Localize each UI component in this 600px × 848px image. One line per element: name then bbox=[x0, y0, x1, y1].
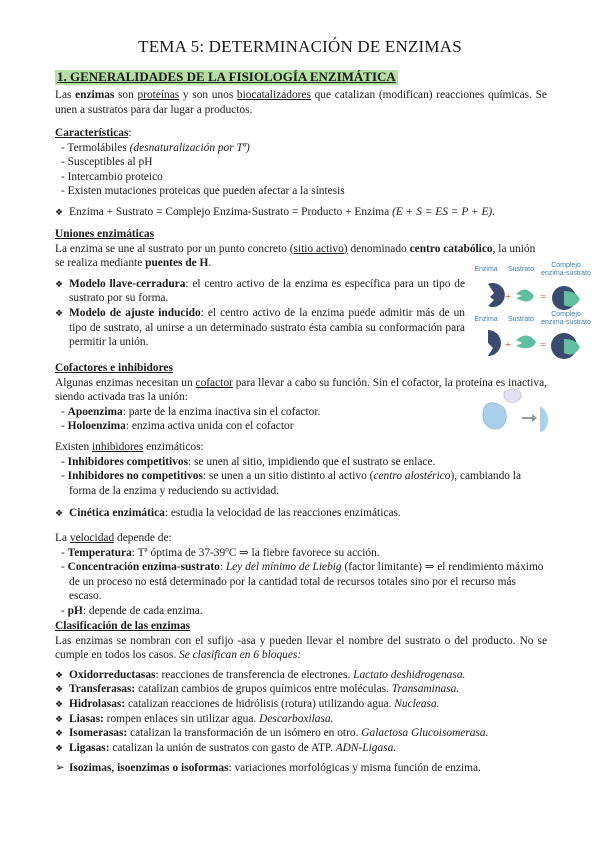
figure-label: Enzima bbox=[474, 266, 498, 273]
list-item: - Inhibidores competitivos: se unen al sitio, impidiendo que el sustrato se enlace. bbox=[61, 455, 436, 468]
diamond-bullet-icon: ❖ bbox=[55, 742, 64, 753]
cofactores bbox=[55, 361, 547, 521]
diamond-bullet-icon: ❖ bbox=[55, 307, 64, 318]
figure-label-complex: Complejo enzima-sustrato bbox=[541, 262, 591, 277]
list-item: - Inhibidores no competitivos: se unen a un sitio distinto al activo (centro alostérico), cambiando la forma de la enzima y reduciendo su actividad. bbox=[61, 470, 522, 497]
caracteristicas: Características: - Termolábiles (desnaturalización por Tª) - Susceptibles al pH - Intercambio proteico - Existen mutaciones proteicas que pueden afectar a la síntesis ❖ Enzima + Sustrato = Complejo Enzima-Sustrato = Producto + Enzima (E + S = ES = P + E). bbox=[55, 126, 547, 220]
enzyme-class-item: ❖ Transferasas: catalizan cambios de grupos químicos entre moléculas. Transaminasa. bbox=[55, 683, 460, 696]
uniones-paragraph: La enzima se une al sustrato por un punto concreto (sitio activo) denominado centro catabólico, la unión se realiza mediante puentes de H. bbox=[55, 242, 536, 270]
diamond-bullet-icon: ❖ bbox=[55, 508, 64, 519]
enzyme-shape bbox=[488, 283, 505, 307]
enzyme-class-item: ❖ Isomerasas: catalizan la transformación de un isómero en otro. Galactosa Glucoisomerasa. bbox=[55, 727, 489, 740]
term-proteinas: proteínas bbox=[137, 89, 180, 101]
text: Las bbox=[55, 89, 76, 101]
enzyme-models-drawing bbox=[472, 266, 582, 366]
section-heading-wrap bbox=[55, 70, 547, 86]
page-title: TEMA 5: DETERMINACIÓN DE ENZIMAS bbox=[138, 37, 462, 56]
velocidad bbox=[55, 531, 547, 619]
list-item: - Holoenzima: enzima activa unida con el cofactor bbox=[61, 420, 294, 433]
list-item: - Existen mutaciones proteicas que pueden afectar a la síntesis bbox=[61, 185, 345, 198]
list-item: - Intercambio proteico bbox=[61, 170, 163, 183]
enzyme-class-item: ❖ Hidrolasas: catalizan reacciones de hidrólisis (rotura) utilizando agua. Nucleasa. bbox=[55, 697, 440, 710]
section-heading: 1. GENERALIDADES DE LA FISIOLOGÍA ENZIMÁTICA bbox=[57, 69, 396, 84]
subheading: Cofactores e inhibidores bbox=[55, 362, 173, 374]
cofactores-paragraph: Algunas enzimas necesitan un cofactor para llevar a cabo su función. Sin el cofactor, la proteína es inactiva, siendo activada tras la unión: bbox=[55, 376, 547, 404]
equation-item: ❖ Enzima + Sustrato = Complejo Enzima-Sustrato = Producto + Enzima (E + S = ES = P + E). bbox=[55, 205, 496, 218]
term-biocatalizadores: biocatalizadores bbox=[236, 89, 311, 101]
term-enzimas: enzimas bbox=[75, 89, 115, 101]
enzyme-class-item: ❖ Ligasas: catalizan la unión de sustratos con gasto de ATP. ADN-Ligasa. bbox=[55, 741, 397, 754]
isozimas-item: ➢ Isozimas, isoenzimas o isoformas: variaciones morfológicas y misma función de enzima. bbox=[55, 762, 481, 775]
svg-text:=: = bbox=[540, 339, 547, 351]
text: son bbox=[114, 89, 138, 101]
diamond-bullet-icon: ❖ bbox=[55, 278, 64, 289]
subheading: Características bbox=[55, 127, 129, 139]
diamond-bullet-icon: ❖ bbox=[55, 728, 64, 739]
diamond-bullet-icon: ❖ bbox=[55, 206, 64, 217]
diamond-bullet-icon: ❖ bbox=[55, 669, 64, 680]
intro-paragraph bbox=[55, 88, 547, 117]
velocidad-intro: La velocidad depende de: bbox=[55, 532, 172, 544]
clasificacion-paragraph: Las enzimas se nombran con el sufijo -asa y pueden llevar el nombre del sustrato o del producto. No se cumple en todos los casos. Se clasifican en 6 bloques: bbox=[55, 634, 547, 662]
figure-label: Enzima bbox=[474, 316, 498, 323]
list-item: - Apoenzima: parte de la enzima inactiva sin el cofactor. bbox=[61, 405, 321, 418]
enzyme-models-figure bbox=[470, 262, 595, 370]
svg-text:+: + bbox=[505, 291, 512, 303]
svg-text:=: = bbox=[540, 291, 547, 303]
diamond-bullet-icon: ❖ bbox=[55, 684, 64, 695]
cofactor-figure bbox=[478, 384, 548, 434]
arrow-bullet-icon: ➢ bbox=[55, 762, 65, 775]
list-item: - pH: depende de cada enzima. bbox=[61, 604, 203, 617]
text: que catalizan (modifican) reacciones químicas. Se unen a sustratos para dar lugar a productos. bbox=[55, 89, 547, 116]
inhibidores-intro: Existen inhibidores enzimáticos: bbox=[55, 440, 204, 453]
subheading: Clasificación de las enzimas bbox=[55, 620, 191, 632]
text: y son unos bbox=[179, 89, 237, 101]
list-item: - Susceptibles al pH bbox=[61, 156, 153, 169]
svg-text:+: + bbox=[505, 339, 512, 351]
list-item: - Concentración enzima-sustrato: Ley del mínimo de Liebig (factor limitante) ⇒ el rendimiento máximo de un proceso no está determinado por la cantidad total de recursos totales sino por el recurso más escaso. bbox=[61, 561, 544, 603]
diamond-bullet-icon: ❖ bbox=[55, 713, 64, 724]
figure-label: Sustrato bbox=[507, 316, 535, 323]
list-item: - Termolábiles (desnaturalización por Tª) bbox=[61, 141, 250, 154]
diamond-bullet-icon: ❖ bbox=[55, 698, 64, 709]
substrate-shape bbox=[516, 289, 534, 301]
model-item: ❖ Modelo de ajuste inducido: el centro activo de la enzima puede admitir más de un tipo de sustrato, al unirse a un determinado sustrato ésta cambia su conformación para permitir la unión. bbox=[55, 306, 465, 349]
enzyme-class-item: ❖ Oxidorreductasas: reacciones de transferencia de electrones. Lactato deshidrogenasa. bbox=[55, 668, 466, 681]
cinetica-item: ❖ Cinética enzimática: estudia la velocidad de las reacciones enzimáticas. bbox=[55, 507, 401, 520]
subheading: Uniones enzimáticas bbox=[55, 228, 155, 240]
enzyme-class-item: ❖ Liasas: rompen enlaces sin utilizar agua. Descarboxilasa. bbox=[55, 712, 334, 725]
model-item: ❖ Modelo llave-cerradura: el centro activo de la enzima es específica para un tipo de sustrato por su forma. bbox=[55, 277, 466, 305]
list-item: - Temperatura: Tª óptima de 37-39ºC ⇒ la fiebre favorece su acción. bbox=[61, 546, 380, 559]
figure-label: Sustrato bbox=[507, 266, 535, 273]
clasificacion bbox=[55, 619, 547, 776]
figure-label-complex: Complejo enzima-sustrato bbox=[541, 311, 591, 326]
